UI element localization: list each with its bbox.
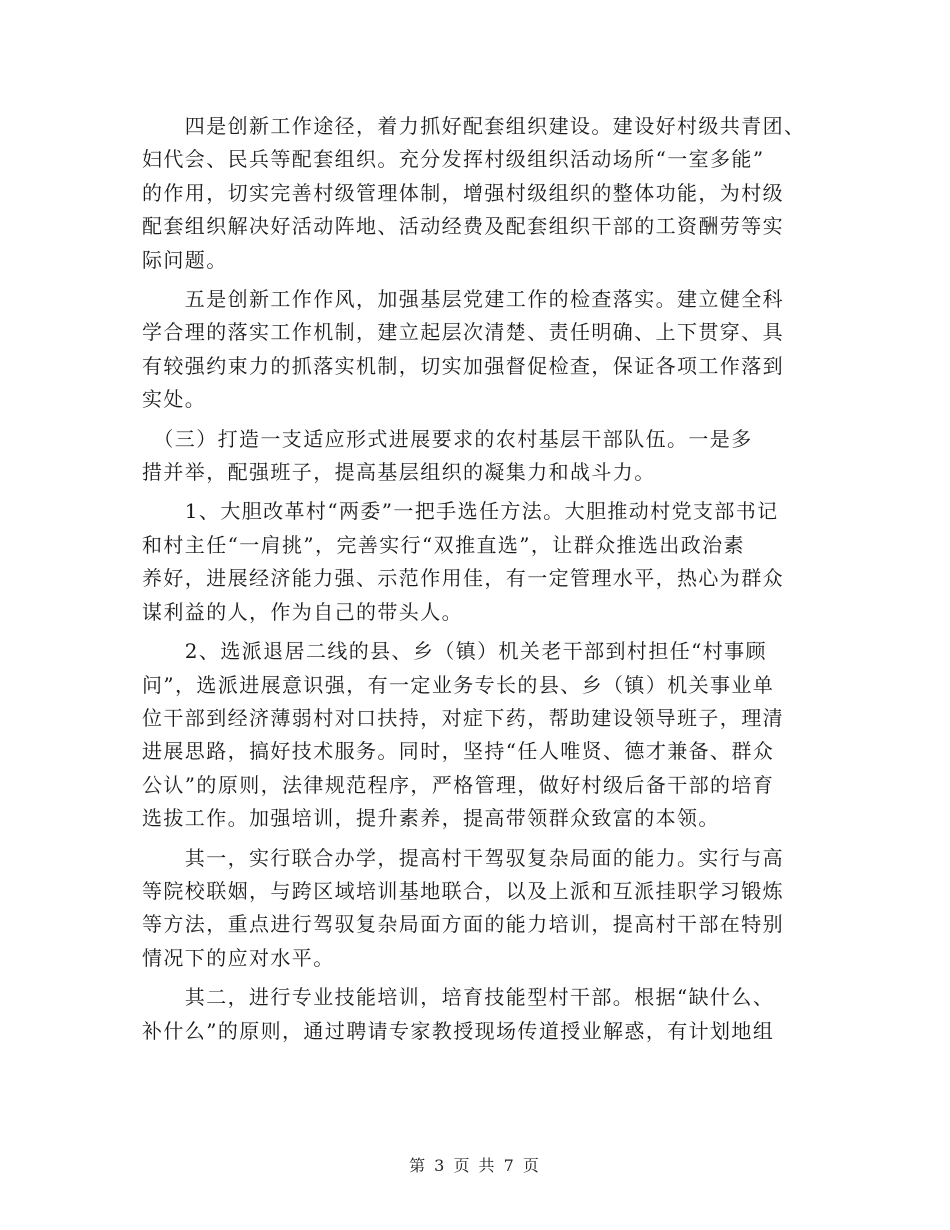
paragraph (142, 635, 810, 835)
paragraph (142, 110, 810, 277)
text-line: 其一，实行联合办学，提高村干驾驭复杂局面的能力。实行与高 (142, 845, 784, 870)
document-body (142, 110, 810, 1054)
text-line: 选拔工作。加强培训，提升素养，提高带领群众致富的本领。 (142, 806, 720, 831)
text-line: 措并举，配强班子，提高基层组织的凝集力和战斗力。 (142, 460, 656, 485)
paragraph (142, 495, 810, 629)
text-line: 妇代会、民兵等配套组织。充分发挥村级组织活动场所“一室多能” (142, 147, 765, 172)
text-line: 的作用，切实完善村级管理体制，增强村级组织的整体功能，为村级 (142, 180, 784, 205)
text-line: 等院校联姻，与跨区域培训基地联合，以及上派和互派挂职学习锻炼 (142, 878, 784, 903)
text-line: 公认”的原则，法律规范程序，严格管理，做好村级后备干部的培育 (142, 772, 775, 797)
text-line: 1、大胆改革村“两委”一把手选任方法。大胆推动村党支部书记 (142, 499, 779, 524)
text-line: 四是创新工作途径，着力抓好配套组织建设。建设好村级共青团、 (142, 114, 806, 138)
text-line: 学合理的落实工作机制，建立起层次清楚、责任明确、上下贯穿、具 (142, 320, 784, 345)
paragraph (142, 842, 810, 976)
paragraph (142, 283, 810, 417)
text-line: 养好，进展经济能力强、示范作用佳，有一定管理水平，热心为群众 (142, 566, 784, 591)
text-line: 和村主任“一肩挑”，完善实行“双推直选”，让群众推选出政治素 (142, 532, 745, 557)
text-line: 2、选派退居二线的县、乡（镇）机关老干部到村担任“村事顾 (142, 639, 767, 664)
text-line: 配套组织解决好活动阵地、活动经费及配套组织干部的工资酬劳等实 (142, 214, 784, 239)
text-line: 其二，进行专业技能培训，培育技能型村干部。根据“缺什么、 (142, 985, 775, 1010)
text-line: 谋利益的人，作为自己的带头人。 (142, 599, 463, 624)
text-line: 进展思路，搞好技术服务。同时，坚持“任人唯贤、德才兼备、群众 (142, 739, 775, 764)
text-line: 补什么”的原则，通过聘请专家教授现场传道授业解惑，有计划地组 (142, 1018, 775, 1043)
text-line: 问”，选派进展意识强，有一定业务专长的县、乡（镇）机关事业单 (142, 672, 775, 697)
text-line: 位干部到经济薄弱村对口扶持，对症下药，帮助建设领导班子，理清 (142, 705, 784, 730)
text-line: 等方法，重点进行驾驭复杂局面方面的能力培训，提高村干部在特别 (142, 912, 784, 937)
paragraph (142, 981, 810, 1048)
text-line: 际问题。 (142, 247, 228, 272)
page-footer: 第 3 页 共 7 页 (409, 1156, 541, 1175)
text-line: 五是创新工作作风，加强基层党建工作的检查落实。建立健全科 (142, 287, 784, 312)
text-line: 情况下的应对水平。 (142, 945, 335, 970)
text-line: （三）打造一支适应形式进展要求的农村基层干部队伍。一是多 (142, 426, 753, 451)
paragraph (142, 423, 810, 490)
text-line: 有较强约束力的抓落实机制，切实加强督促检查，保证各项工作落到 (142, 353, 784, 378)
text-line: 实处。 (142, 387, 207, 412)
